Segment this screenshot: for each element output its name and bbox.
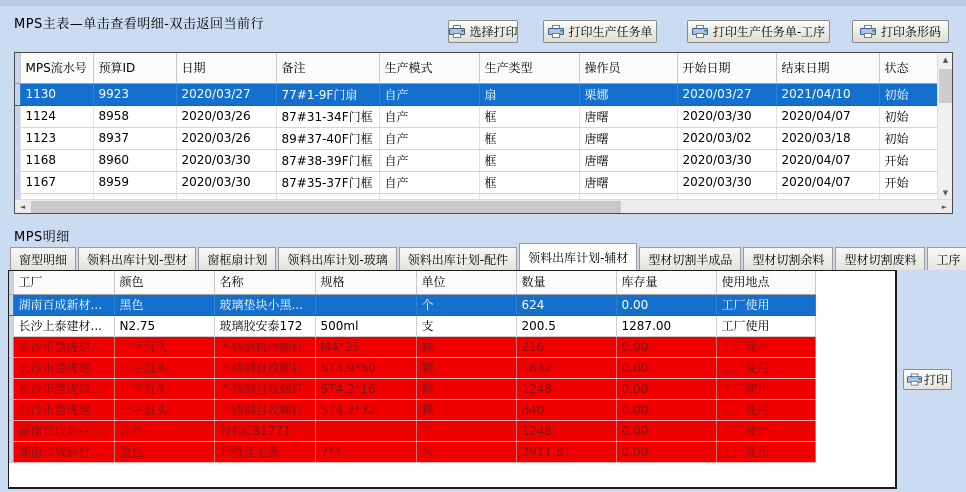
- tab-label: 领料出库计划-型材: [87, 252, 188, 267]
- col-mps-id[interactable]: MPS流水号: [20, 53, 93, 83]
- tab-label: 窗型明细: [19, 252, 68, 267]
- col-factory[interactable]: 工厂: [13, 271, 114, 294]
- tab-label: 型材切割废料: [844, 252, 917, 267]
- detail-table: [9, 271, 816, 463]
- col-prod-mode[interactable]: 生产模式: [379, 53, 479, 83]
- detail-tab[interactable]: [927, 247, 966, 270]
- master-title: MPS主表—单击查看明细-双击返回当前行: [14, 17, 264, 32]
- detail-tab[interactable]: [10, 247, 76, 270]
- printer-icon: [692, 25, 708, 38]
- detail-tab[interactable]: [743, 247, 833, 270]
- detail-tab[interactable]: [835, 247, 925, 270]
- col-remark[interactable]: 备注: [276, 53, 379, 83]
- print-barcode-label: 打印条形码: [881, 25, 942, 39]
- print-task-sheet-process-label: 打印生产任务单-工序: [712, 25, 826, 39]
- table-row[interactable]: 1167 8959 2020/03/30 87#35-37F门框 自产 框 唐曙 2020/03/30 2020/04/07 开始: [15, 171, 939, 193]
- col-date[interactable]: 日期: [176, 53, 276, 83]
- col-name[interactable]: 名称: [214, 271, 315, 294]
- col-usage-place[interactable]: 使用地点: [716, 271, 815, 294]
- table-row[interactable]: 1130 9923 2020/03/27 77#1-9F门扇 自产 扇 栗娜 2020/03/27 2021/04/10 初始: [15, 83, 939, 105]
- col-start-date[interactable]: 开始日期: [677, 53, 776, 83]
- print-task-sheet-label: 打印生产任务单: [568, 25, 653, 39]
- printer-icon: [907, 373, 922, 386]
- detail-tab[interactable]: [198, 247, 276, 270]
- printer-icon: [449, 25, 465, 38]
- detail-header-row: [9, 271, 815, 294]
- tab-label: 领料出库计划-玻璃: [287, 252, 388, 267]
- detail-grid-panel: [8, 270, 897, 489]
- detail-print-button[interactable]: [903, 369, 952, 390]
- vertical-scrollbar[interactable]: [937, 53, 952, 201]
- vertical-scrollbar-thumb[interactable]: [939, 69, 952, 103]
- detail-tab[interactable]: [519, 243, 637, 270]
- col-operator[interactable]: 操作员: [579, 53, 677, 83]
- detail-tab[interactable]: [639, 247, 741, 270]
- col-spec[interactable]: 规格: [315, 271, 416, 294]
- table-row[interactable]: 1123 8937 2020/03/26 89#37-40F门框 自产 框 唐曙 2020/03/02 2020/03/18 初始: [15, 127, 939, 149]
- scroll-left-icon[interactable]: ◄: [19, 203, 26, 211]
- col-color[interactable]: 颜色: [114, 271, 214, 294]
- print-task-sheet-process-button[interactable]: [687, 20, 830, 43]
- detail-tab[interactable]: [78, 247, 196, 270]
- detail-title: MPS明细: [14, 230, 70, 245]
- detail-tabs: [10, 243, 966, 270]
- table-row[interactable]: 长沙上泰建材... N2.75 玻璃胶安泰172 500ml 支 200.5 1287.00 工厂使用: [9, 315, 815, 336]
- scroll-down-icon[interactable]: ▼: [942, 189, 949, 197]
- master-table: [15, 53, 940, 199]
- print-task-sheet-button[interactable]: [543, 20, 657, 43]
- detail-print-label: 打印: [923, 373, 948, 387]
- tab-label: 工序: [936, 252, 961, 267]
- col-prod-type[interactable]: 生产类型: [479, 53, 579, 83]
- printer-icon: [548, 25, 564, 38]
- tab-label: 型材切割余料: [752, 252, 825, 267]
- col-stock[interactable]: 库存量: [616, 271, 716, 294]
- tab-label: 领料出库计划-辅材: [528, 250, 629, 265]
- tab-label: 窗框扇计划: [207, 252, 268, 267]
- col-budget-id[interactable]: 预算ID: [93, 53, 176, 83]
- table-row[interactable]: 湖南百成新材... 原色 利得佳毛条 7*4 米 2911.81 0.00 工厂使用: [9, 441, 815, 462]
- horizontal-scrollbar[interactable]: [15, 199, 952, 213]
- table-row[interactable]: 长沙市慧虎建... 十字盘头 不锈钢自攻螺钉 ST3.9*50 颗 1632 0.00 工厂使用: [9, 357, 815, 378]
- scroll-up-icon[interactable]: ▲: [942, 56, 949, 64]
- col-quantity[interactable]: 数量: [516, 271, 616, 294]
- select-print-label: 选择打印: [469, 25, 518, 39]
- detail-tab[interactable]: [278, 247, 396, 270]
- print-barcode-button[interactable]: [852, 20, 949, 43]
- tab-label: 型材切割半成品: [648, 252, 733, 267]
- col-unit[interactable]: 单位: [416, 271, 516, 294]
- table-row[interactable]: 长沙市慧虎建... 十字盘头 不锈钢自攻螺钉 ST4.2*32 颗 840 0.00 工厂使用: [9, 399, 815, 420]
- detail-tab[interactable]: [399, 247, 517, 270]
- tab-label: 领料出库计划-配件: [407, 252, 509, 267]
- window-top-strip: [0, 0, 966, 6]
- horizontal-scrollbar-thumb[interactable]: [31, 201, 621, 213]
- col-status[interactable]: 状态: [879, 53, 939, 83]
- table-row[interactable]: 湖南百成新材... 原色 付档CB1771 个 1248 0.00 工厂使用: [9, 420, 815, 441]
- table-row[interactable]: 湖南百成新材... 黑色 玻璃垫块小黑... 个 624 0.00 工厂使用: [9, 294, 815, 315]
- select-print-button[interactable]: [448, 20, 518, 43]
- master-grid: [14, 52, 953, 214]
- table-row[interactable]: 1124 8958 2020/03/26 87#31-34F门框 自产 框 唐曙 2020/03/30 2020/04/07 初始: [15, 105, 939, 127]
- table-row[interactable]: 长沙市慧虎建... 十字沉头 不锈钢机制螺钉 M4*25 颗 216 0.00 工厂使用: [9, 336, 815, 357]
- scroll-right-icon[interactable]: ►: [941, 203, 948, 211]
- table-row[interactable]: 长沙市慧虎建... 十字沉头 不锈钢自攻螺钉 ST4.2*16 颗 1248 0.00 工厂使用: [9, 378, 815, 399]
- master-header-row: [15, 53, 939, 83]
- table-row[interactable]: 1168 8960 2020/03/30 87#38-39F门框 自产 框 唐曙 2020/03/30 2020/04/07 开始: [15, 149, 939, 171]
- col-end-date[interactable]: 结束日期: [776, 53, 879, 83]
- printer-icon: [860, 25, 876, 38]
